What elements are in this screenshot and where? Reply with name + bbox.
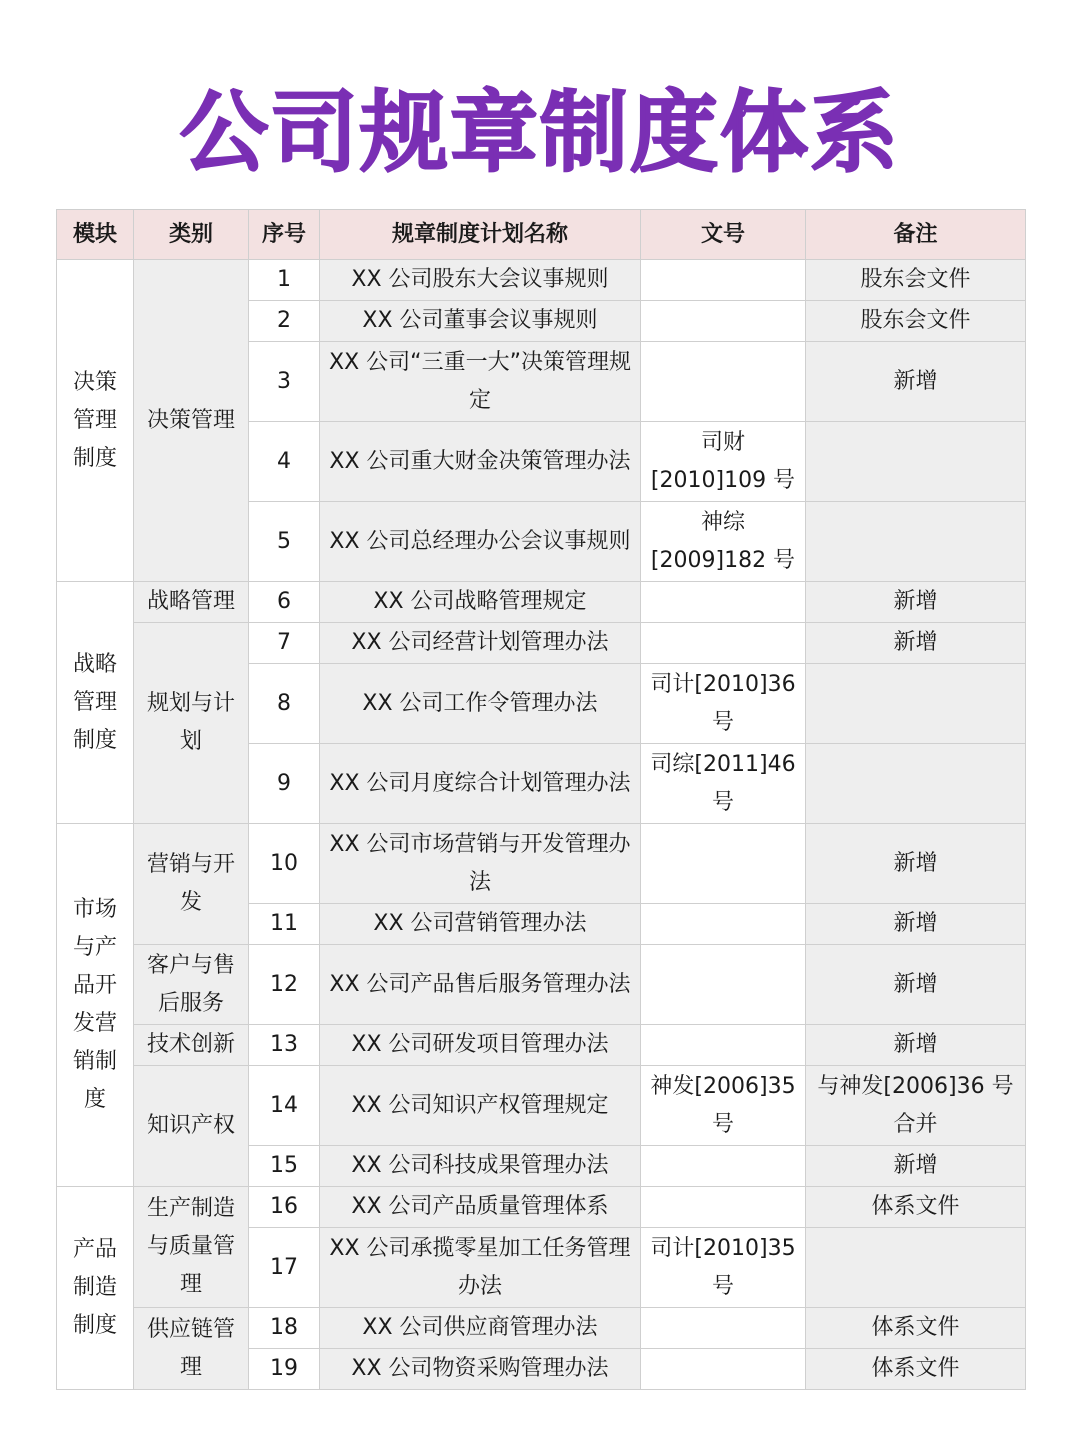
no-cell: 4 bbox=[249, 422, 320, 502]
no-cell: 8 bbox=[249, 664, 320, 744]
doc-cell bbox=[641, 623, 806, 664]
doc-cell bbox=[641, 582, 806, 623]
table-row bbox=[57, 260, 1026, 301]
no-cell: 13 bbox=[249, 1025, 320, 1066]
table-row bbox=[57, 824, 1026, 904]
remark-cell: 股东会文件 bbox=[806, 260, 1026, 301]
module-cell: 战略管理制度 bbox=[57, 582, 134, 824]
no-cell: 19 bbox=[249, 1349, 320, 1390]
no-cell: 11 bbox=[249, 904, 320, 945]
name-cell: XX 公司产品售后服务管理办法 bbox=[320, 945, 641, 1025]
name-cell: XX 公司市场营销与开发管理办法 bbox=[320, 824, 641, 904]
doc-cell bbox=[641, 342, 806, 422]
header-module: 模块 bbox=[57, 210, 134, 260]
category-cell: 战略管理 bbox=[134, 582, 249, 623]
doc-cell bbox=[641, 1308, 806, 1349]
doc-cell bbox=[641, 301, 806, 342]
table-row bbox=[57, 623, 1026, 664]
remark-cell: 与神发[2006]36 号合并 bbox=[806, 1066, 1026, 1146]
doc-cell bbox=[641, 1187, 806, 1228]
page-title: 公司规章制度体系 bbox=[179, 81, 900, 184]
no-cell: 5 bbox=[249, 502, 320, 582]
category-cell: 生产制造与质量管理 bbox=[134, 1187, 249, 1308]
regulation-table bbox=[56, 209, 1026, 1390]
table-row bbox=[57, 1308, 1026, 1349]
category-cell: 客户与售后服务 bbox=[134, 945, 249, 1025]
remark-cell: 体系文件 bbox=[806, 1187, 1026, 1228]
category-cell: 技术创新 bbox=[134, 1025, 249, 1066]
name-cell: XX 公司知识产权管理规定 bbox=[320, 1066, 641, 1146]
name-cell: XX 公司股东大会议事规则 bbox=[320, 260, 641, 301]
remark-cell: 新增 bbox=[806, 623, 1026, 664]
module-cell: 决策管理制度 bbox=[57, 260, 134, 582]
no-cell: 12 bbox=[249, 945, 320, 1025]
doc-cell bbox=[641, 824, 806, 904]
remark-cell: 新增 bbox=[806, 1146, 1026, 1187]
doc-cell bbox=[641, 945, 806, 1025]
module-cell: 产品制造制度 bbox=[57, 1187, 134, 1390]
remark-cell: 新增 bbox=[806, 342, 1026, 422]
category-cell: 规划与计划 bbox=[134, 623, 249, 824]
doc-cell: 司综[2011]46 号 bbox=[641, 744, 806, 824]
name-cell: XX 公司董事会议事规则 bbox=[320, 301, 641, 342]
name-cell: XX 公司总经理办公会议事规则 bbox=[320, 502, 641, 582]
no-cell: 3 bbox=[249, 342, 320, 422]
remark-cell bbox=[806, 502, 1026, 582]
name-cell: XX 公司战略管理规定 bbox=[320, 582, 641, 623]
no-cell: 17 bbox=[249, 1228, 320, 1308]
table-row bbox=[57, 1066, 1026, 1146]
doc-cell bbox=[641, 904, 806, 945]
doc-cell: 司计[2010]36 号 bbox=[641, 664, 806, 744]
no-cell: 1 bbox=[249, 260, 320, 301]
category-cell: 决策管理 bbox=[134, 260, 249, 582]
no-cell: 9 bbox=[249, 744, 320, 824]
remark-cell: 体系文件 bbox=[806, 1349, 1026, 1390]
header-category: 类别 bbox=[134, 210, 249, 260]
doc-cell: 司财[2010]109 号 bbox=[641, 422, 806, 502]
doc-cell: 司计[2010]35 号 bbox=[641, 1228, 806, 1308]
remark-cell: 新增 bbox=[806, 945, 1026, 1025]
header-no: 序号 bbox=[249, 210, 320, 260]
remark-cell bbox=[806, 744, 1026, 824]
module-cell: 市场与产品开发营销制度 bbox=[57, 824, 134, 1187]
no-cell: 18 bbox=[249, 1308, 320, 1349]
no-cell: 14 bbox=[249, 1066, 320, 1146]
doc-cell bbox=[641, 1349, 806, 1390]
remark-cell bbox=[806, 422, 1026, 502]
name-cell: XX 公司研发项目管理办法 bbox=[320, 1025, 641, 1066]
name-cell: XX 公司“三重一大”决策管理规定 bbox=[320, 342, 641, 422]
doc-cell bbox=[641, 1025, 806, 1066]
name-cell: XX 公司产品质量管理体系 bbox=[320, 1187, 641, 1228]
no-cell: 15 bbox=[249, 1146, 320, 1187]
header-doc: 文号 bbox=[641, 210, 806, 260]
no-cell: 2 bbox=[249, 301, 320, 342]
no-cell: 10 bbox=[249, 824, 320, 904]
name-cell: XX 公司科技成果管理办法 bbox=[320, 1146, 641, 1187]
name-cell: XX 公司重大财金决策管理办法 bbox=[320, 422, 641, 502]
remark-cell: 新增 bbox=[806, 582, 1026, 623]
header-name: 规章制度计划名称 bbox=[320, 210, 641, 260]
doc-cell: 神发[2006]35 号 bbox=[641, 1066, 806, 1146]
category-cell: 供应链管理 bbox=[134, 1308, 249, 1390]
name-cell: XX 公司供应商管理办法 bbox=[320, 1308, 641, 1349]
name-cell: XX 公司经营计划管理办法 bbox=[320, 623, 641, 664]
remark-cell: 新增 bbox=[806, 824, 1026, 904]
table-row bbox=[57, 1187, 1026, 1228]
no-cell: 7 bbox=[249, 623, 320, 664]
category-cell: 知识产权 bbox=[134, 1066, 249, 1187]
doc-cell bbox=[641, 1146, 806, 1187]
remark-cell: 股东会文件 bbox=[806, 301, 1026, 342]
header-remark: 备注 bbox=[806, 210, 1026, 260]
table-row bbox=[57, 945, 1026, 1025]
doc-cell bbox=[641, 260, 806, 301]
header-row bbox=[57, 210, 1026, 260]
no-cell: 16 bbox=[249, 1187, 320, 1228]
remark-cell: 体系文件 bbox=[806, 1308, 1026, 1349]
name-cell: XX 公司物资采购管理办法 bbox=[320, 1349, 641, 1390]
table-row bbox=[57, 1025, 1026, 1066]
name-cell: XX 公司工作令管理办法 bbox=[320, 664, 641, 744]
category-cell: 营销与开发 bbox=[134, 824, 249, 945]
no-cell: 6 bbox=[249, 582, 320, 623]
doc-cell: 神综[2009]182 号 bbox=[641, 502, 806, 582]
remark-cell: 新增 bbox=[806, 1025, 1026, 1066]
name-cell: XX 公司营销管理办法 bbox=[320, 904, 641, 945]
remark-cell bbox=[806, 1228, 1026, 1308]
remark-cell: 新增 bbox=[806, 904, 1026, 945]
name-cell: XX 公司承揽零星加工任务管理办法 bbox=[320, 1228, 641, 1308]
table-row bbox=[57, 582, 1026, 623]
name-cell: XX 公司月度综合计划管理办法 bbox=[320, 744, 641, 824]
remark-cell bbox=[806, 664, 1026, 744]
